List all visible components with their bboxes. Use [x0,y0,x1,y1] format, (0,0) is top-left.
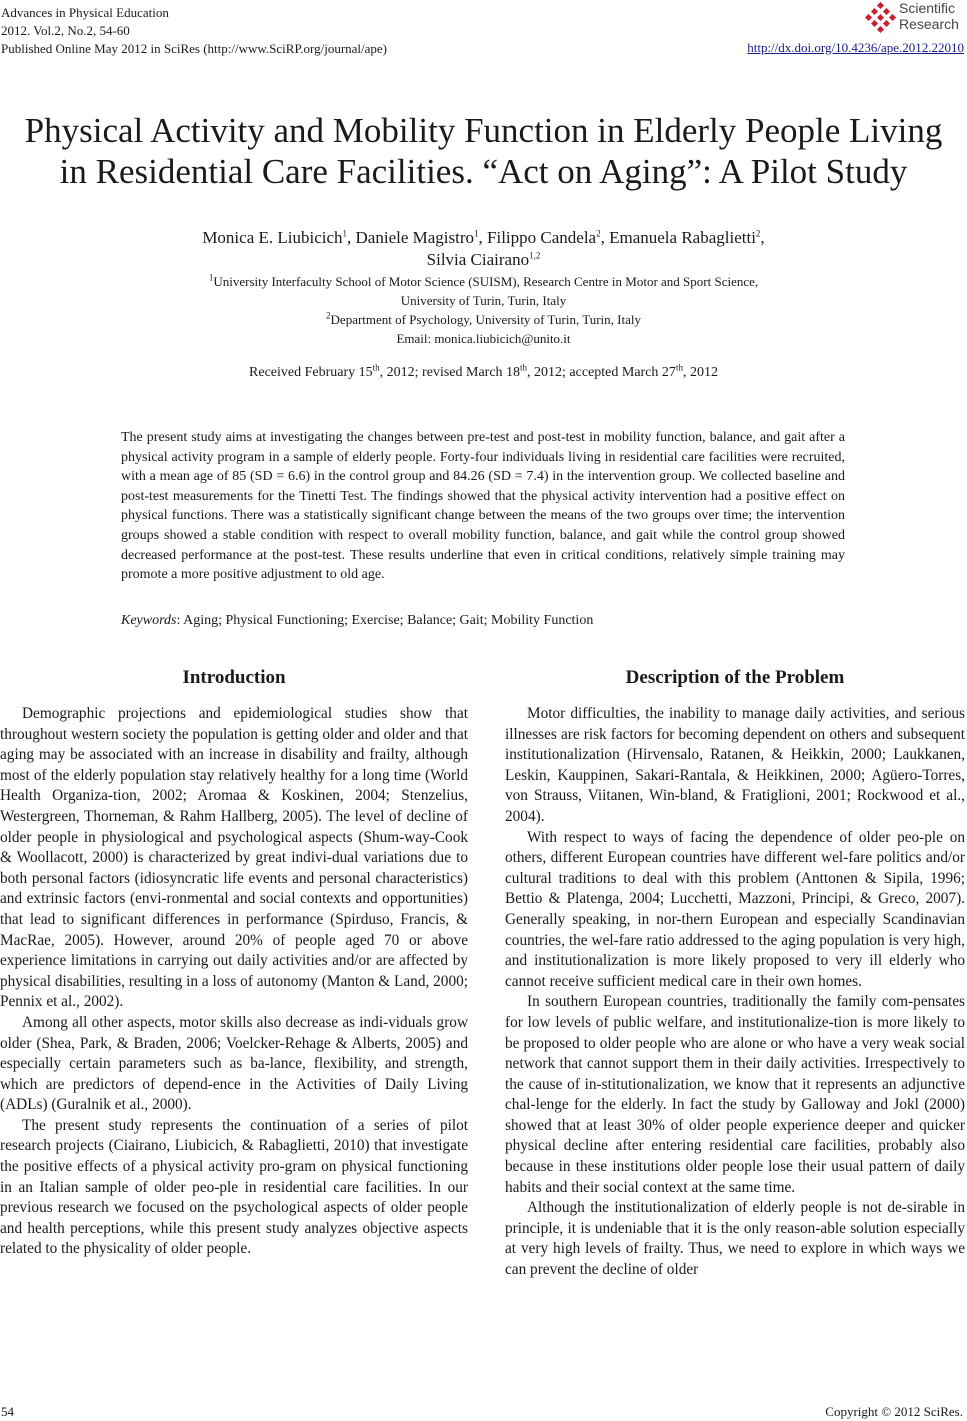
journal-header [1,4,387,58]
affiliation-text: Department of Psychology, University of Turin, Turin, Italy [330,312,641,327]
affiliation-text: University Interfaculty School of Motor Science (SUISM), Research Centre in Motor and Sport Science, [213,274,759,289]
affil-mark: 2 [326,310,331,321]
affiliations [0,272,967,348]
page-number: 54 [1,1404,14,1419]
author-name: Silvia Ciairano [426,250,530,269]
received-dates [0,362,967,381]
paper-title [0,110,967,192]
section-heading-introduction: Introduction [182,667,286,688]
paragraph: Motor difficulties, the inability to manage daily activities, and serious illnesses are risk factors for becoming dependent on others and subsequent institutionalization (Hirvensalo, Ratanen, & Heikkin, 2000; Laukkanen, Leskin, Kauppinen, Sakari-Rantala, & Heikkinen, 2000; Agüero-Torres, von Strauss, Viitanen, Win-bland, & Fratiglioni, 2001; Rockwood et al., 2004). [505,705,965,825]
logo-line-1: Scientific [899,0,956,16]
author-affil-mark: 1 [342,228,348,239]
abstract: The present study aims at investigating the changes between pre-test and post-test in mobility function, balance, and gait after a physical activity program in a sample of elderly people. Forty-four individuals living in residential care facilities were recruited, with a mean age of 85 (SD = 6.6) in the control group and 84.26 (SD = 7.4) in the intervention group. We collected baseline and post-test measurements for the Tinetti Test. The findings showed that the physical activity intervention had a positive effect on physical functions. There was a statistically significant change between the means of the two groups over time; the intervention groups showed a stable condition with respect to overall mobility function, balance, and gait while the control group showed decreased performance at the post-test. These results underline that even in critical conditions, relatively simple training may promote a more positive adjustment to old age. [121,430,845,583]
journal-published: Published Online May 2012 in SciRes (http://www.SciRP.org/journal/ape) [1,41,388,56]
author-affil-mark: 2 [596,228,601,239]
author-list [0,227,967,271]
ordinal-suffix: th [372,362,380,373]
title-line-2: in Residential Care Facilities. “Act on Aging”: A Pilot Study [59,152,908,191]
ordinal-suffix: th [675,362,683,373]
author-affil-mark: 1,2 [529,250,541,261]
copyright: Copyright © 2012 SciRes. [825,1404,963,1419]
author-affil-mark: 2 [755,228,761,239]
affil-mark: 1 [208,272,214,283]
received-part: Received February 15 [249,365,373,380]
journal-name: Advances in Physical Education [1,5,169,20]
author-separator: , [760,228,765,247]
author-name: , Daniele Magistro [347,228,475,247]
diamond-dots-icon [863,1,897,35]
scientific-research-logo [863,0,963,36]
affiliation-1-line-1 [0,272,967,291]
received-part: , 2012; revised March 18 [379,365,521,380]
section-heading-problem: Description of the Problem [625,667,845,688]
keywords [121,613,593,629]
title-line-1: Physical Activity and Mobility Function in Elderly People Living [24,111,943,150]
paragraph: With respect to ways of facing the dependence of older peo-ple on others, different European countries have different wel-fare politics and/or cultural traditions to deal with this problem (Anttonen & Sipila, 1996; Bettio & Platenga, 2004; Lucchetti, Mazzoni, Principi, & Greco, 2007). Generally speaking, in nor-thern European and especially Scandinavian countries, the wel-fare ratio addressed to the aging population is very high, and institutionalization is more likely proposed to very ill elderly who cannot receive sufficient medical care in their own homes. [505,828,965,990]
problem-body [505,704,965,1281]
doi-link[interactable]: http://dx.doi.org/10.4236/ape.2012.22010 [747,40,964,55]
author-email: Email: monica.liubicich@unito.it [396,331,571,346]
author-affil-mark: 1 [474,228,479,239]
affiliation-2 [0,310,967,329]
journal-volume: 2012. Vol.2, No.2, 54-60 [1,23,130,38]
logo-text [899,0,959,32]
author-name: Monica E. Liubicich [202,228,343,247]
paragraph: The present study represents the continuation of a series of pilot research projects (Ciairano, Liubicich, & Rabaglietti, 2010) that investigate the positive effects of a physical activity pro-gram on physical functioning in an Italian sample of older peo-ple in residential care facilities. In our previous research we focused on the psychological aspects of older people and health perceptions, while this present study analyzes objective aspects related to the physicality of older people. [0,1116,468,1258]
received-part: , 2012; accepted March 27 [527,365,676,380]
introduction-body [0,704,468,1260]
keywords-label: Keywords [121,613,177,628]
author-name: , Filippo Candela [478,228,597,247]
paragraph: Demographic projections and epidemiological studies show that throughout western society the population is getting older and older and that aging may be associated with an increase in disability and frailty, although most of the elderly population stay relatively healthy for a long time (World Health Organiza-tion, 2002; Aromaa & Koskinen, 2004; Stenzelius, Westergreen, Thorneman, & Rahm Hallberg, 2005). The level of decline of older people in physiological and psychological aspects (Shum-way-Cook & Woollacott, 2000) is characterized by great indivi-dual variations due to both personal factors (idiosyncratic life events and personal characteristics) and extrinsic factors (envi-ronmental and social contexts and opportunities) that lead to significant differences in performance (Spirduso, Francis, & MacRae, 2005). However, around 20% of people aged 70 or above experience limitations in carrying out daily activities and/or are affected by physical disabilities, resulting in a loss of autonomy (Manton & Land, 2000; Pennix et al., 2002). [0,705,468,1011]
keywords-text: : Aging; Physical Functioning; Exercise; Balance; Gait; Mobility Function [176,613,594,628]
author-name: , Emanuela Rabaglietti [600,228,756,247]
paragraph: Among all other aspects, motor skills also decrease as indi-viduals grow older (Shea, Park, & Braden, 2006; Voelcker-Rehage & Alberts, 2005) and especially certain parameters such as ba-lance, flexibility, and strength, which are predictors of depend-ence in the Activities of Daily Living (ADLs) (Guralnik et al., 2000). [0,1013,468,1114]
received-part: , 2012 [682,365,718,380]
logo-line-2: Research [899,16,959,32]
affiliation-1-line-2: University of Turin, Turin, Italy [400,293,567,308]
author-line-2 [0,249,967,271]
ordinal-suffix: th [520,362,528,373]
paragraph: Although the institutionalization of elderly people is not de-sirable in principle, it is undeniable that it is the only reason-able solution especially at very high levels of frailty. Thus, we need to explore in which ways we can prevent the decline of older [505,1199,965,1279]
paragraph: In southern European countries, traditionally the family com-pensates for low levels of public welfare, and institutionalize-tion is more likely to be proposed to older people who are alone or who have a very weak social network that cannot support them in their daily activities. Irrespectively to the cause of in-stitutionalization, we know that it represents an adjunctive chal-lenge for the elderly. In fact the study by Galloway and Jokl (2000) showed that at least 30% of older people experience deeper and quicker physical decline after entering residential care facilities, probably also because in these institutions older people lose their usual pattern of daily habits and their social context at the same time. [505,993,965,1196]
author-line-1 [0,227,967,249]
